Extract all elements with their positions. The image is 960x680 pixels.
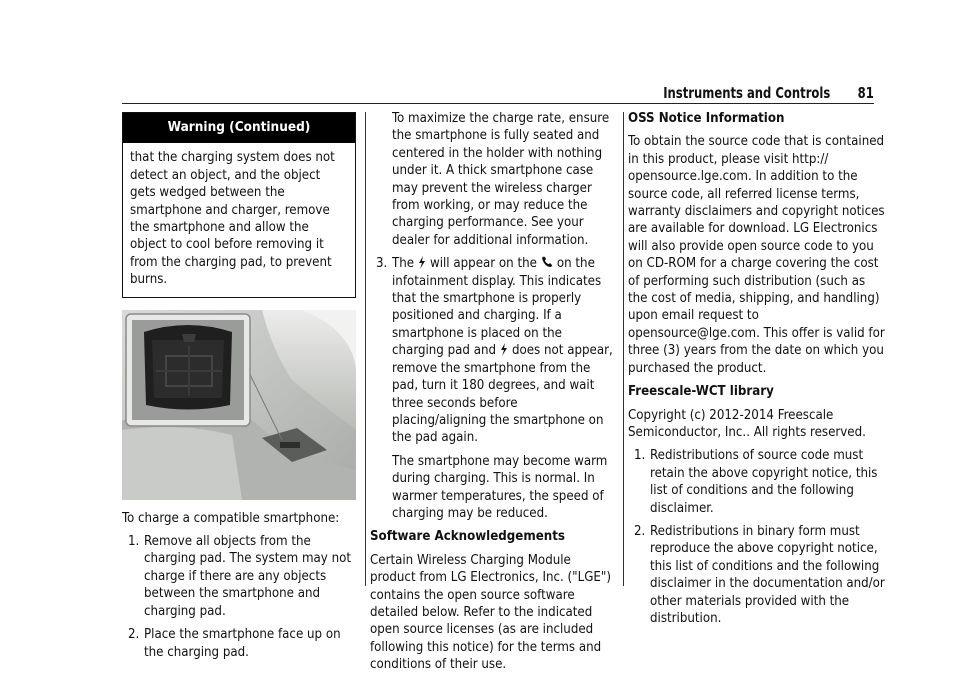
column-2 xyxy=(370,110,614,680)
list-item: 2. Redistributions in binary form must reproduce the above copyright notice, this list of conditions and the following disclaimer in the documentation and/or other materials provided with the distribution. xyxy=(634,523,885,626)
warning-box xyxy=(122,112,356,298)
lightning-bolt-icon xyxy=(418,256,430,271)
charging-pad-illustration xyxy=(122,310,356,500)
warning-body: that the charging system does not detect an object, and the object gets wedged between the smartphone and charger, remove the smartphone and allow the object to cool before removing it from the charging pad, to prevent burns. xyxy=(130,150,335,288)
column-divider-1 xyxy=(365,112,366,586)
list-item: 3. The will appear on the on the infotainment display. This indicates that the smartphone is properly positioned and charging. If a smartphone is placed on the charging pad and does not appear, remove the smartphone from the pad, turn it 180 degrees, and wait three seconds before placing/aligning the smartphone on the pad again. xyxy=(376,256,613,446)
page-number: 81 xyxy=(857,84,874,102)
step2-continued: To maximize the charge rate, ensure the smartphone is fully seated and centered in the holder with nothing under it. A thick smartphone case may prevent the wireless charger from working, or may reduce the charging performance. See your dealer for additional information. xyxy=(392,111,610,248)
software-ack-heading: Software Acknowledgements xyxy=(370,529,565,545)
list-item: 1. Remove all objects from the charging pad. The system may not charge if there are any objects between the smartphone and charging pad. xyxy=(128,534,352,619)
phone-handset-icon xyxy=(541,256,557,271)
column-divider-2 xyxy=(623,112,624,586)
oss-body: To obtain the source code that is contained in this product, please visit http:// opensource.lge.com. In addition to the source code, all referred license terms, warranty disclaimers and copyright notices are available for download. LG Electronics will also provide open source code to you on CD-ROM for a charge covering the cost of performing such distribution (such as the cost of media, shipping, and handling) upon email request to opensource@lge.com. This offer is valid for three (3) years from the date on which you purchased the product. xyxy=(628,134,885,376)
charging-pad-photo xyxy=(122,310,356,500)
license-conditions xyxy=(628,447,886,627)
column-3 xyxy=(628,110,886,633)
software-ack-body: Certain Wireless Charging Module product from LG Electronics, Inc. ("LGE") contains the open source software detailed below. Refer to the indicated open source licenses (as are included following this notice) for the terms and conditions of their use. xyxy=(370,552,611,673)
library-heading: Freescale-WCT library xyxy=(628,384,774,400)
list-item: 2. Place the smartphone face up on the charging pad. xyxy=(128,627,341,660)
section-title: Instruments and Controls xyxy=(662,84,830,102)
copyright-text: Copyright (c) 2012-2014 Freescale Semiconductor, Inc.. All rights reserved. xyxy=(628,407,866,440)
warm-note: The smartphone may become warm during charging. This is normal. In warmer temperatures, the speed of charging may be reduced. xyxy=(392,453,608,521)
oss-heading: OSS Notice Information xyxy=(628,111,785,126)
warning-title: Warning (Continued) xyxy=(123,113,355,143)
charge-intro: To charge a compatible smartphone: xyxy=(122,510,340,526)
step3-list xyxy=(370,255,614,446)
column-1 xyxy=(122,112,356,667)
header-rule xyxy=(122,103,874,104)
charge-steps xyxy=(122,533,356,661)
lightning-bolt-icon xyxy=(500,343,512,358)
list-item: 1. Redistributions of source code must retain the above copyright notice, this list of conditions and the following disclaimer. xyxy=(634,448,878,516)
